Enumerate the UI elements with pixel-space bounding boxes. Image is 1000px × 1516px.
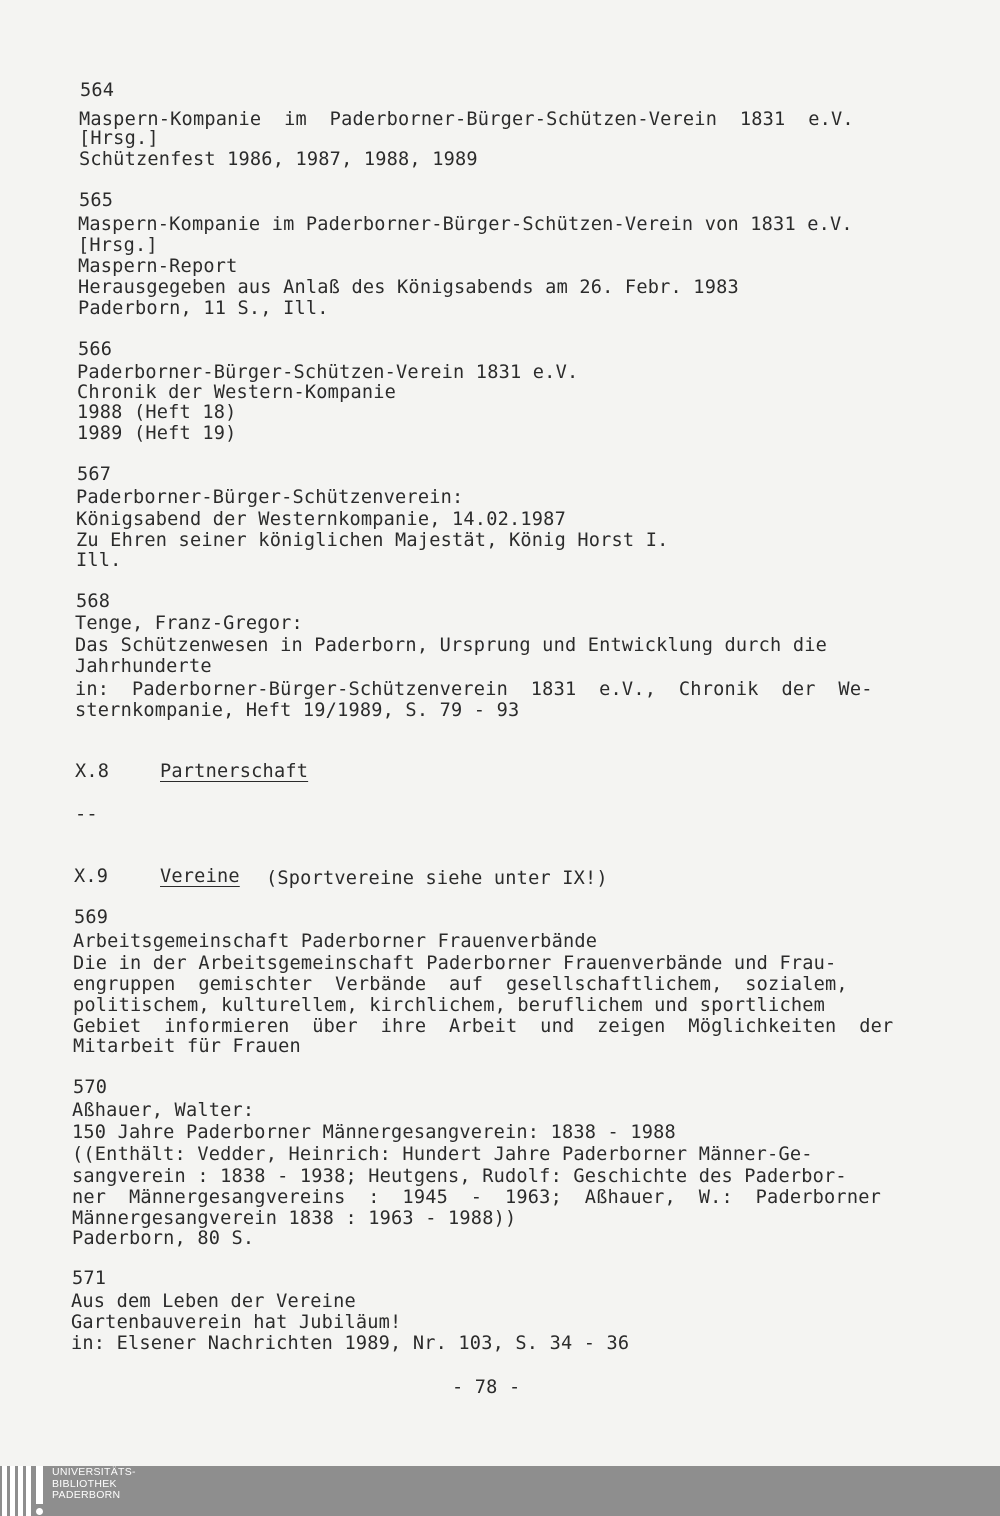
library-logo-text xyxy=(52,1467,136,1502)
library-logo-icon xyxy=(0,1466,46,1516)
entry-line: in: Elsener Nachrichten 1989, Nr. 103, S. 34 - 36 xyxy=(71,1333,630,1354)
entry-line: [Hrsg.] xyxy=(78,235,158,256)
section-number: X.8 xyxy=(75,761,110,782)
entry-line: Maspern-Kompanie im Paderborner-Bürger-Schützen-Verein 1831 e.V. xyxy=(79,109,854,130)
library-footer xyxy=(0,1466,1000,1516)
logo-line: BIBLIOTHEK xyxy=(52,1477,117,1490)
entry-line: Chronik der Western-Kompanie xyxy=(77,382,397,403)
entry-line: Jahrhunderte xyxy=(75,656,212,677)
entry-line: Die in der Arbeitsgemeinschaft Paderborner Frauenverbände und Frau- xyxy=(73,953,837,974)
entry-number: 568 xyxy=(76,591,111,612)
entry-line: Schützenfest 1986, 1987, 1988, 1989 xyxy=(79,149,478,170)
entry-number: 564 xyxy=(80,80,115,101)
entry-line: Paderborn, 11 S., Ill. xyxy=(78,298,329,319)
entry-line: Zu Ehren seiner königlichen Majestät, König Horst I. xyxy=(76,530,669,551)
entry-line: Aus dem Leben der Vereine xyxy=(71,1291,356,1312)
entry-line: [Hrsg.] xyxy=(79,128,159,149)
entry-line: sternkompanie, Heft 19/1989, S. 79 - 93 xyxy=(75,700,520,721)
entry-line: ner Männergesangvereins : 1945 - 1963; Aßhauer, W.: Paderborner xyxy=(72,1187,882,1208)
entry-line: Paderborn, 80 S. xyxy=(72,1228,255,1249)
entry-number: 569 xyxy=(74,907,109,928)
entry-line: 150 Jahre Paderborner Männergesangverein: 1838 - 1988 xyxy=(72,1122,676,1143)
entry-number: 570 xyxy=(73,1077,108,1098)
entry-line: Arbeitsgemeinschaft Paderborner Frauenverbände xyxy=(73,931,598,952)
entry-line: sangverein : 1838 - 1938; Heutgens, Rudolf: Geschichte des Paderbor- xyxy=(72,1166,847,1187)
entry-line: Paderborner-Bürger-Schützen-Verein 1831 e.V. xyxy=(77,362,579,383)
entry-line: Königsabend der Westernkompanie, 14.02.1987 xyxy=(76,509,566,530)
entry-line: Tenge, Franz-Gregor: xyxy=(75,613,303,634)
section-title: Vereine xyxy=(160,866,240,887)
entry-line: Maspern-Kompanie im Paderborner-Bürger-Schützen-Verein von 1831 e.V. xyxy=(78,214,853,235)
logo-line: UNIVERSITÄTS- xyxy=(52,1466,136,1478)
section-note: (Sportvereine siehe unter IX!) xyxy=(266,868,608,889)
entry-line: Männergesangverein 1838 : 1963 - 1988)) xyxy=(72,1208,517,1229)
entry-line: Ill. xyxy=(76,550,122,571)
entry-line: ((Enthält: Vedder, Heinrich: Hundert Jahre Paderborner Männer-Ge- xyxy=(72,1144,813,1165)
entry-line: Mitarbeit für Frauen xyxy=(73,1036,301,1057)
entry-number: 571 xyxy=(72,1268,107,1289)
entry-line: 1989 (Heft 19) xyxy=(77,423,237,444)
entry-line: engruppen gemischter Verbände auf gesellschaftlichem, sozialem, xyxy=(73,974,848,995)
entry-line: Maspern-Report xyxy=(78,256,238,277)
entry-line: Das Schützenwesen in Paderborn, Ursprung und Entwicklung durch die xyxy=(75,635,828,656)
section-number: X.9 xyxy=(74,866,109,887)
entry-number: 566 xyxy=(78,339,113,360)
entry-line: Herausgegeben aus Anlaß des Königsabends am 26. Febr. 1983 xyxy=(78,277,739,298)
entry-line: Paderborner-Bürger-Schützenverein: xyxy=(76,487,464,508)
entry-line: Aßhauer, Walter: xyxy=(72,1100,255,1121)
entry-number: 567 xyxy=(77,464,112,485)
entry-number: 565 xyxy=(79,190,114,211)
section-title: Partnerschaft xyxy=(160,761,309,782)
page-number: - 78 - xyxy=(452,1377,521,1398)
entry-line: 1988 (Heft 18) xyxy=(77,402,237,423)
entry-line: in: Paderborner-Bürger-Schützenverein 1831 e.V., Chronik der We- xyxy=(75,679,873,700)
entry-line: Gebiet informieren über ihre Arbeit und zeigen Möglichkeiten der xyxy=(73,1016,894,1037)
entry-line: Gartenbauverein hat Jubiläum! xyxy=(71,1312,402,1333)
section-body: -- xyxy=(75,804,98,825)
logo-line: PADERBORN xyxy=(52,1489,121,1501)
entry-line: politischem, kulturellem, kirchlichem, beruflichem und sportlichem xyxy=(73,995,826,1016)
